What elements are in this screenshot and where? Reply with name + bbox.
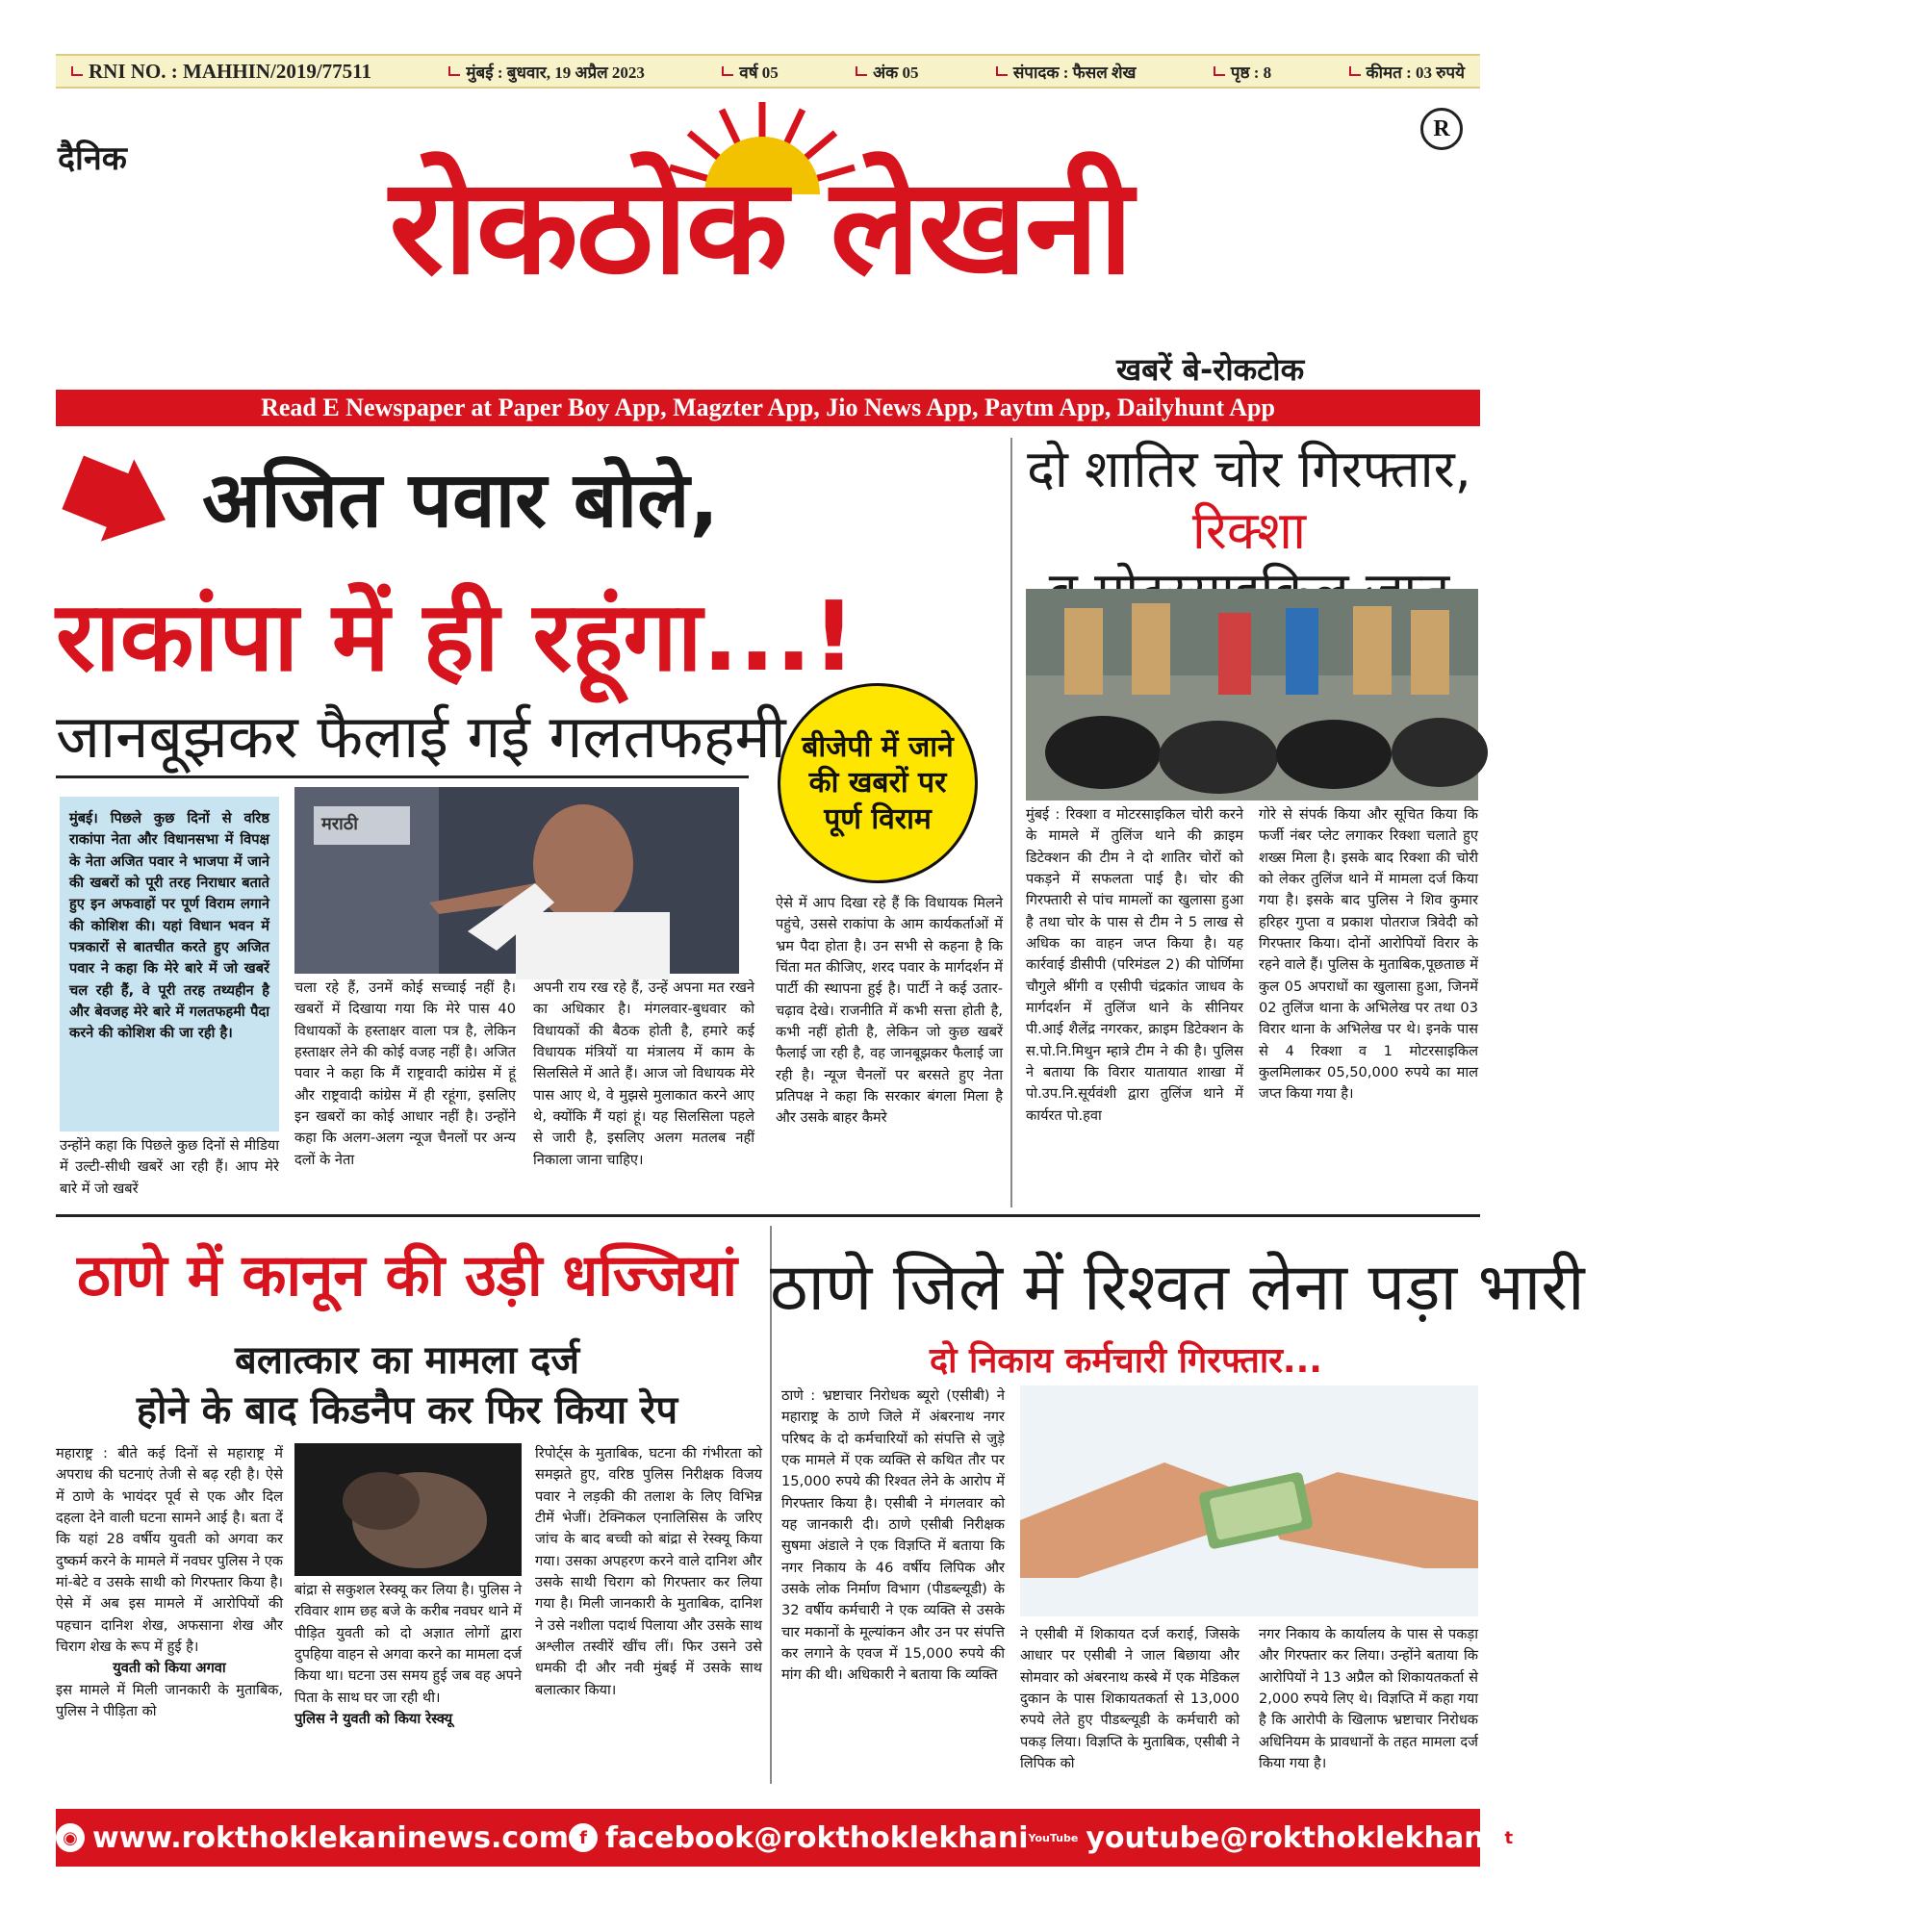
theft-column-1: मुंबई : रिक्शा व मोटरसाइकिल चोरी करने के मामले में तुलिंज थाने की क्राइम डिटेक्शन की टीम ने दो शातिर चोरों को पकड़ने में सफलता पाई है। चोर की गिरफ्तारी से पांच मामलों का खुलासा हुआ है तथा चोर के पास से टीम ने 5 लाख से अधिक का वाहन जप्त किया है। यह कार्रवाई डीसीपी (परिमंडल 2) की पोर्णिमा चौगुले श्रींगी व एसीपी चंद्रकांत जाधव के मार्गदर्शन में तुलिंज थाने के सीनियर पी.आई शैलेंद्र नगरकर, क्राइम डिटेक्शन के स.पो.नि.मिथुन म्हात्रे टीम ने की है। पुलिस ने बताया कि विरार यातायात शाखा में पो.उप.नि.सूर्यवंशी द्वारा तुलिंज थाने में कार्यरत पो.हवा — [1026, 806, 1243, 1124]
section-divider — [56, 1214, 1480, 1217]
e-paper-banner: Read E Newspaper at Paper Boy App, Magzter App, Jio News App, Paytm App, Dailyhunt App — [56, 390, 1480, 426]
twitter-link[interactable]: t twitter@rokthoklekhani — [1495, 1821, 1917, 1855]
registered-mark: R — [1420, 108, 1463, 150]
rni-number: RNI NO. : MAHHIN/2019/77511 — [71, 60, 371, 84]
masthead-tagline: खबरें बे-रोकटोक — [1116, 351, 1305, 388]
facebook-link[interactable]: f facebook@rokthoklekhani — [569, 1821, 1029, 1855]
masthead-prefix: दैनिक — [58, 140, 127, 178]
lead-intro-box: मुंबई। पिछले कुछ दिनों से वरिष्ठ राकांपा नेता और विधानसभा में विपक्ष के नेता अजित पवार ने भाजपा में जाने की खबरों को पूरी तरह निराधार बताते हुए इन अफवाहों पर पूर्ण विराम लगाने की कोशिश की। यहां विधान भवन में पत्रकारों से बातचीत करते हुए अजित पवार ने कहा कि मेरे बारे में जो खबरें चल रही हैं, वे पूरी तरह तथ्यहीन है और बेवजह मेरे बारे में गलतफहमी पैदा करने की कोशिश की जा रही है। — [60, 797, 279, 1131]
victim-photo — [294, 1443, 522, 1576]
bribery-column-3: नगर निकाय के कार्यालय के पास से पकड़ा और गिरफ्तार कर लिया। उन्होंने बताया कि आरोपियों ने 13 अप्रैल को शिकायतकर्ता से 2,000 रुपये लिए थे। विज्ञप्ति में कहा गया है कि आरोपी के खिलाफ भ्रष्टाचार निरोधक अधिनियम के प्रावधानों के तहत मामला दर्ज किया गया है। — [1259, 1626, 1478, 1771]
lead-column-1: उन्होंने कहा कि पिछले कुछ दिनों से मीडिया में उल्टी-सीधी खबरें आ रही हैं। आप मेरे बारे में जो खबरें — [60, 1137, 279, 1197]
thane-crime-column-2: बांद्रा से सकुशल रेस्क्यू कर लिया है। पुलिस ने रविवार शाम छह बजे के करीब नवघर थाने में पीड़ित युवती को दो अज्ञात लोगों द्वारा दुपहिया वाहन से अगवा करने का मामला दर्ज किया था। घटना उस समय हुई जब वह अपने पिता के साथ घर जा रही थी। पुलिस ने युवती को किया रेस्क्यू — [294, 1580, 522, 1799]
issue-number: अंक 05 — [856, 61, 918, 83]
politician-photo — [294, 787, 739, 974]
seized-vehicles-photo — [1026, 589, 1478, 801]
bullet-icon — [722, 66, 733, 76]
bribery-column-1: ठाणे : भ्रष्टाचार निरोधक ब्यूरो (एसीबी) ने महाराष्ट्र के ठाणे जिले में अंबरनाथ नगर परिषद के दो कर्मचारियों को संपत्ति से जुड़े एक मामले में एक व्यक्ति से कथित तौर पर 15,000 रुपये की रिश्वत लेने के आरोप में गिरफ्तार किया है। एसीबी ने मंगलवार को यह जानकारी दी। ठाणे एसीबी निरीक्षक सुषमा अंडाले ने एक विज्ञप्ति में बताया कि नगर निकाय के 46 वर्षीय लिपिक और उसके लोक निर्माण विभाग (पीडब्ल्यूडी) के 32 वर्षीय कर्मचारी ने एक व्यक्ति से उसके चार मकानों के मूल्यांकन और उन पर संपत्ति कर लगाने के एवज में 15,000 रुपये की मांग की थी। अधिकारी ने बताया कि व्यक्ति — [781, 1387, 1005, 1684]
bullet-icon — [448, 66, 460, 76]
thane-crime-column-1: महाराष्ट्र : बीते कई दिनों से महाराष्ट्र में अपराध की घटनाएं तेजी से बढ़ रही है। ऐसे में ठाणे के भायंदर पूर्व से एक और दिल दहला देने वाली घटना सामने आई है। बता दें कि यहां 28 वर्षीय युवती को अगवा कर दुष्कर्म करने के मामले में नवघर पुलिस ने एक मां-बेटे व उसके साथी को गिरफ्तार किया है। ऐसे में अब इस मामले में आरोपियों की पहचान दानिश शेख, अफसाना शेख और चिराग शेख के रूप में हुई है। युवती को किया अगवा इस मामले में मिली जानकारी के मुताबिक, पुलिस ने पीड़िता को — [56, 1445, 284, 1719]
bullet-icon — [856, 66, 867, 76]
twitter-icon: t — [1495, 1823, 1523, 1852]
column-divider — [1010, 438, 1012, 1208]
issue-date: मुंबई : बुधवार, 19 अप्रैल 2023 — [448, 61, 645, 83]
theft-column-2: गोरे से संपर्क किया और सूचित किया कि फर्जी नंबर प्लेट लगाकर रिक्शा चलाते हुए शख्स मिला है। इसके बाद रिक्शा की चोरी को लेकर तुलिंज थाने में मामला दर्ज किया गया है। इसके बाद पुलिस ने शिव कुमार हरिहर गुप्ता व प्रकाश पोतराज त्रिवेदी को गिरफ्तार किया। दोनों आरोपियों विरार के रहने वाले हैं। पुलिस के मुताबिक,पूछताछ में कुल 05 अपराधों का खुलासा हुआ, जिनमें 02 तुलिंज थाना के अभिलेख पर तथा 03 विरार थाना के अभिलेख पर थे। इनके पास से 4 रिक्शा व 1 मोटरसाइकिल कुलमिलाकर 05,50,000 रुपये का माल जप्त किया गया है। — [1259, 806, 1478, 1103]
bribe-photo — [1020, 1385, 1478, 1616]
lead-subheadline: जानबूझकर फैलाई गई गलतफहमी — [56, 701, 786, 772]
subheadline-rule — [56, 775, 749, 778]
page-count: पृष्ठ : 8 — [1214, 61, 1271, 83]
thane-crime-subheadline: बलात्कार का मामला दर्ज होने के बाद किडनैप कर फिर किया रेप — [136, 1338, 678, 1433]
lead-photo — [294, 787, 739, 974]
social-footer — [56, 1809, 1917, 1867]
bribery-subheadline: दो निकाय कर्मचारी गिरफ्तार... — [930, 1341, 1322, 1381]
lead-highlight-bubble: बीजेपी में जाने की खबरों पर पूर्ण विराम — [778, 683, 978, 883]
bullet-icon — [1214, 66, 1225, 76]
bullet-icon — [71, 66, 83, 76]
arrow-icon — [62, 452, 173, 548]
thane-crime-column-3: रिपोर्ट्स के मुताबिक, घटना की गंभीरता को समझते हुए, वरिष्ठ पुलिस निरीक्षक विजय पवार ने लड़की की तलाश के लिए विभिन्न टीमें भेजीं। टेक्निकल एनालिसिस के जरिए जांच के बाद बच्ची को बांद्रा से रेस्क्यू किया गया। उसका अपहरण करने वाले दानिश और उसके साथी चिराग को गिरफ्तार कर लिया गया है। मिली जानकारी के मुताबिक, दानिश ने उसे नशीला पदार्थ पिलाया और उसके साथ अश्लील तस्वीरें खींच लीं। फिर उसने उसे धमकी दी और नवी मुंबई में उसके साथ बलात्कार किया। — [535, 1445, 762, 1698]
facebook-icon: f — [569, 1823, 598, 1852]
issue-info-bar — [56, 54, 1480, 89]
lead-column-2: चला रहे हैं, उनमें कोई सच्चाई नहीं है। खबरों में दिखाया गया कि मेरे पास 40 विधायकों के हस्ताक्षर वाला पत्र है, लेकिन हस्ताक्षर लेने की कोई वजह नहीं है। अजित पवार ने कहा कि मैं राष्ट्रवादी कांग्रेस में हूं और राष्ट्रवादी कांग्रेस में ही रहूंगा, इसलिए इन खबरों का कोई आधार नहीं है। उन्होंने कहा कि अलग-अलग न्यूज चैनलों पर अन्य दलों के नेता — [294, 979, 516, 1168]
crime-photo — [294, 1443, 522, 1576]
website-link[interactable]: ◉ www.rokthoklekaninews.com — [56, 1821, 569, 1855]
issue-year: वर्ष 05 — [722, 61, 779, 83]
youtube-icon: YouTube — [1028, 1831, 1079, 1844]
photo-label: मराठी — [321, 814, 358, 834]
globe-icon: ◉ — [56, 1823, 85, 1852]
bullet-icon — [996, 66, 1008, 76]
handshake-cash-photo — [1020, 1385, 1478, 1616]
bullet-icon — [1349, 66, 1361, 76]
theft-headline: दो शातिर चोर गिरफ्तार, रिक्शा — [1027, 439, 1471, 561]
newspaper-title: रोकठोक लेखनी — [389, 149, 1132, 304]
bribery-headline: ठाणे जिले में रिश्वत लेना पड़ा भारी — [770, 1250, 1585, 1326]
youtube-link[interactable]: YouTube youtube@rokthoklekhani — [1028, 1820, 1495, 1855]
lead-column-4: ऐसे में आप दिखा रहे हैं कि विधायक मिलने पहुंचे, उससे राकांपा के आम कार्यकर्ताओं में भ्रम पैदा होता है। उन सभी से कहना है कि चिंता मत कीजिए, शरद पवार के मार्गदर्शन में पार्टी की स्थापना हुई है। पार्टी ने कई उतार-चढ़ाव देखे। राजनीति में कभी सत्ता होती है, कभी नहीं होती है, लेकिन जो कुछ खबरें फैलाई जा रही है, वह जानबूझकर फैलाई जा रही है। न्यूज चैनलों पर बरसते हुए नेता प्रतिपक्ष ने कहा कि सरकार बंगला मिला है और उसके बाहर कैमरे — [776, 895, 1003, 1127]
thane-crime-headline: ठाणे में कानून की उड़ी धज्जियां — [76, 1242, 738, 1309]
police-bikes-photo — [1026, 589, 1478, 801]
thane-crime-subhead-2: पुलिस ने युवती को किया रेस्क्यू — [294, 1710, 453, 1727]
thane-crime-subhead-1: युवती को किया अगवा — [113, 1660, 226, 1677]
lead-headline-line-1: अजित पवार बोले, — [202, 455, 719, 545]
bribery-column-2: ने एसीबी में शिकायत दर्ज कराई, जिसके आधार पर एसीबी ने जाल बिछाया और सोमवार को अंबरनाथ कस्बे में एक मेडिकल दुकान के पास शिकायतकर्ता से 13,000 रुपये लेते हुए पीडब्ल्यूडी के कर्मचारी को पकड़ लिया। विज्ञप्ति के मुताबिक, एसीबी ने लिपिक को — [1020, 1626, 1240, 1771]
lead-column-3: अपनी राय रख रहे हैं, उन्हें अपना मत रखने का अधिकार है। मंगलवार-बुधवार को विधायकों की बैठक होती है, हमारे कई विधायक मंत्रियों या मंत्रालय में काम के सिलसिले में आते हैं। आज जो विधायक मेरे पास आए थे, वे मुझसे मुलाकात करने आए थे, क्योंकि मैं यहां हूं। यह सिलसिला पहले से जारी है, इसलिए अलग मतलब नहीं निकाला जाना चाहिए। — [533, 979, 754, 1168]
editor-name: संपादक : फैसल शेख — [996, 61, 1137, 83]
lead-headline-line-2: राकांपा में ही रहूंगा...! — [56, 580, 856, 693]
issue-price: कीमत : 03 रुपये — [1349, 61, 1465, 83]
